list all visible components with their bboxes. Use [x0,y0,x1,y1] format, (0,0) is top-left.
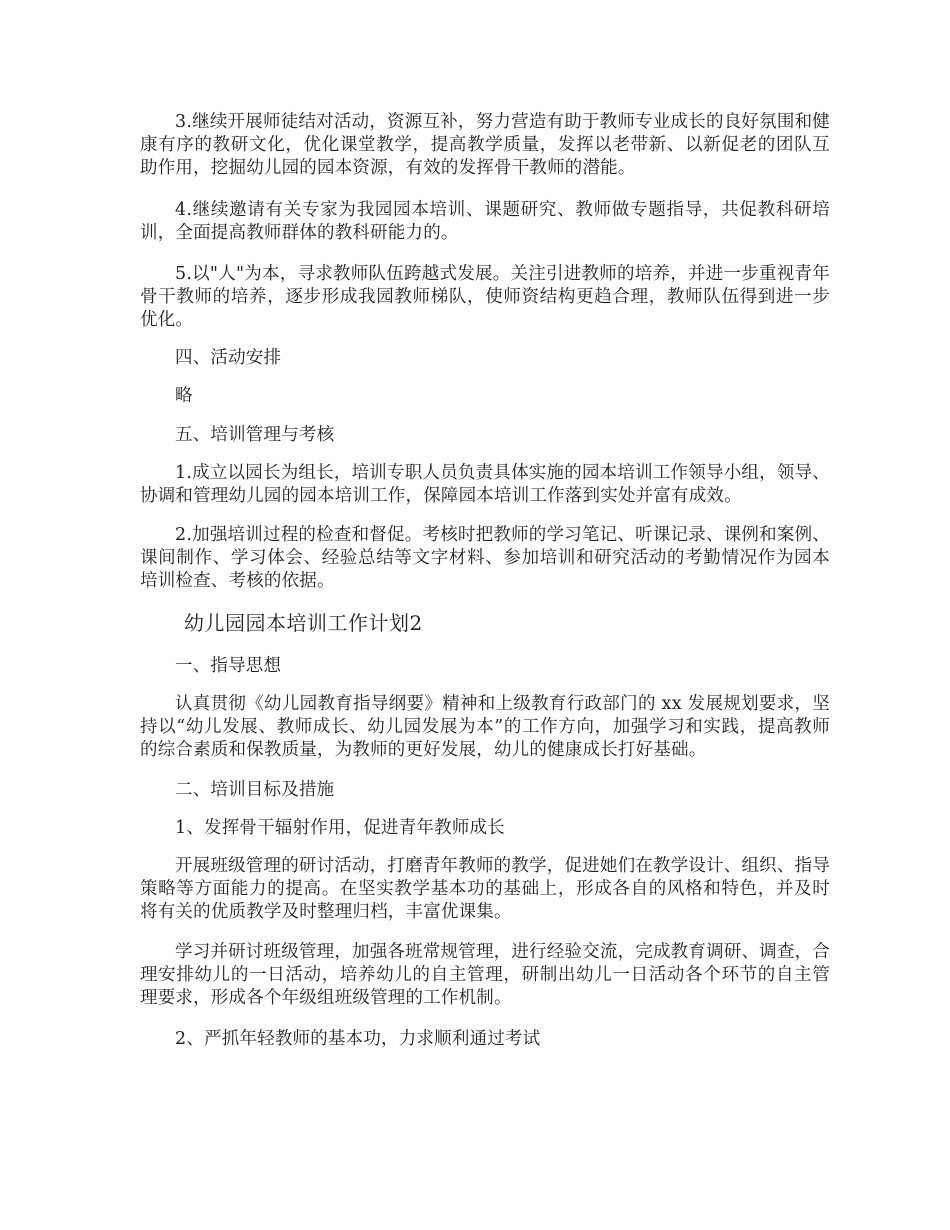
section-heading-goals: 二、培训目标及措施 [175,780,335,800]
section-heading-management: 五、培训管理与考核 [175,425,335,445]
paragraph-teacher-development: 5.以"人"为本，寻求教师队伍跨越式发展。关注引进教师的培养，并进一步重视青年骨干教师的培养，逐步形成我园教师梯队，使师资结构更趋合理，教师队伍得到进一步优化。 [140,264,830,330]
paragraph-supervision: 2.加强培训过程的检查和督促。考核时把教师的学习笔记、听课记录、课例和案例、课间制作、学习体会、经验总结等文字材料、参加培训和研究活动的考勤情况作为园本培训检查、考核的依据。 [140,525,830,591]
section-heading-activity-schedule: 四、活动安排 [175,348,282,368]
paragraph-leadership-group: 1.成立以园长为组长，培训专职人员负责具体实施的园本培训工作领导小组，领导、协调和管理幼儿园的园本培训工作，保障园本培训工作落到实处并富有成效。 [140,463,830,506]
paragraph-class-management-seminar: 开展班级管理的研讨活动，打磨青年教师的教学，促进她们在教学设计、组织、指导策略等方面能力的提高。在坚实教学基本功的基础上，形成各自的风格和特色，并及时将有关的优质教学及时整理归档，丰富优课集。 [140,856,830,922]
paragraph-expert-guidance: 4.继续邀请有关专家为我园园本培训、课题研究、教师做专题指导，共促教科研培训，全面提高教师群体的教科研能力的。 [140,200,830,243]
paragraph-omitted: 略 [175,386,193,406]
section-heading-guiding-ideology: 一、指导思想 [175,656,282,676]
document-title: 幼儿园园本培训工作计划2 [184,611,423,635]
subheading-basic-skills: 2、严抓年轻教师的基本功，力求顺利通过考试 [175,1029,541,1049]
subheading-backbone-teachers: 1、发挥骨干辐射作用，促进青年教师成长 [175,818,505,838]
paragraph-mentorship: 3.继续开展师徒结对活动，资源互补，努力营造有助于教师专业成长的良好氛围和健康有序的教研文化，优化课堂教学，提高教学质量，发挥以老带新、以新促老的团队互助作用，挖掘幼儿园的园本资源，有效的发挥骨干教师的潜能。 [140,112,830,178]
paragraph-guiding-ideology: 认真贯彻《幼儿园教育指导纲要》精神和上级教育行政部门的 xx 发展规划要求，坚持以“幼儿发展、教师成长、幼儿园发展为本”的工作方向，加强学习和实践，提高教师的综合素质和保教质量，为教师的更好发展，幼儿的健康成长打好基础。 [140,694,830,760]
paragraph-class-management-study: 学习并研讨班级管理，加强各班常规管理，进行经验交流，完成教育调研、调查，合理安排幼儿的一日活动，培养幼儿的自主管理，研制出幼儿一日活动各个环节的自主管理要求，形成各个年级组班级管理的工作机制。 [140,942,830,1008]
